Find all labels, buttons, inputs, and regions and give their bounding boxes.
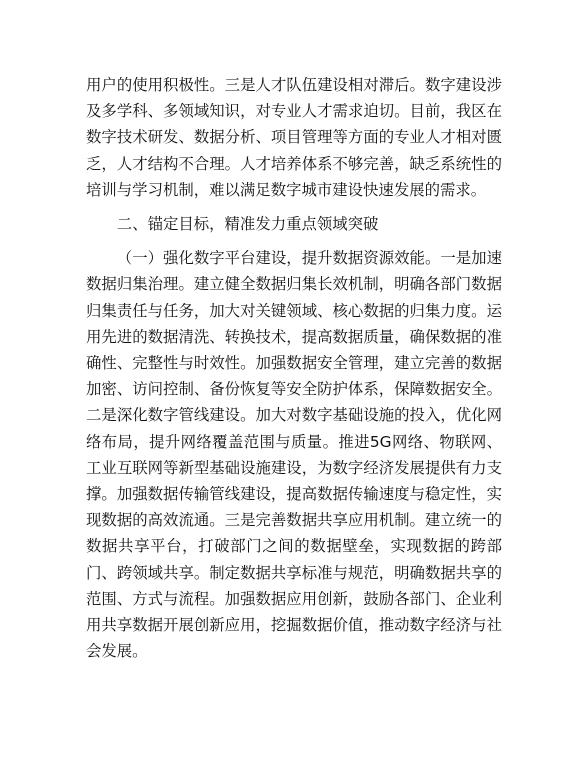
paragraph-talent-shortage: 用户的使用积极性。三是人才队伍建设相对滞后。数字建设涉及多学科、多领域知识，对专业人才需求迫切。目前，我区在数字技术研发、数据分析、项目管理等方面的专业人才相对匮乏，人才结构不合理。人才培养体系不够完善，缺乏系统性的培训与学习机制，难以满足数字城市建设快速发展的需求。 bbox=[86, 76, 502, 199]
section-heading: 二、锚定目标，精准发力重点领域突破 bbox=[116, 215, 379, 234]
document-body bbox=[86, 72, 502, 664]
paragraph-digital-platform: （一）强化数字平台建设，提升数据资源效能。一是加速数据归集治理。建立健全数据归集长效机制，明确各部门数据归集责任与任务，加大对关键领域、核心数据的归集力度。运用先进的数据清洗、转换技术，提高数据质量，确保数据的准确性、完整性与时效性。加强数据安全管理，建立完善的数据加密、访问控制、备份恢复等安全防护体系，保障数据安全。二是深化数字管线建设。加大对数字基础设施的投入，优化网络布局，提升网络覆盖范围与质量。推进5G网络、物联网、工业互联网等新型基础设施建设，为数字经济发展提供有力支撑。加强数据传输管线建设，提高数据传输速度与稳定性，实现数据的高效流通。三是完善数据共享应用机制。建立统一的数据共享平台，打破部门之间的数据壁垒，实现数据的跨部门、跨领域共享。制定数据共享标准与规范，明确数据共享的范围、方式与流程。加强数据应用创新，鼓励各部门、企业利用共享数据开展创新应用，挖掘数据价值，推动数字经济与社会发展。 bbox=[86, 249, 502, 661]
